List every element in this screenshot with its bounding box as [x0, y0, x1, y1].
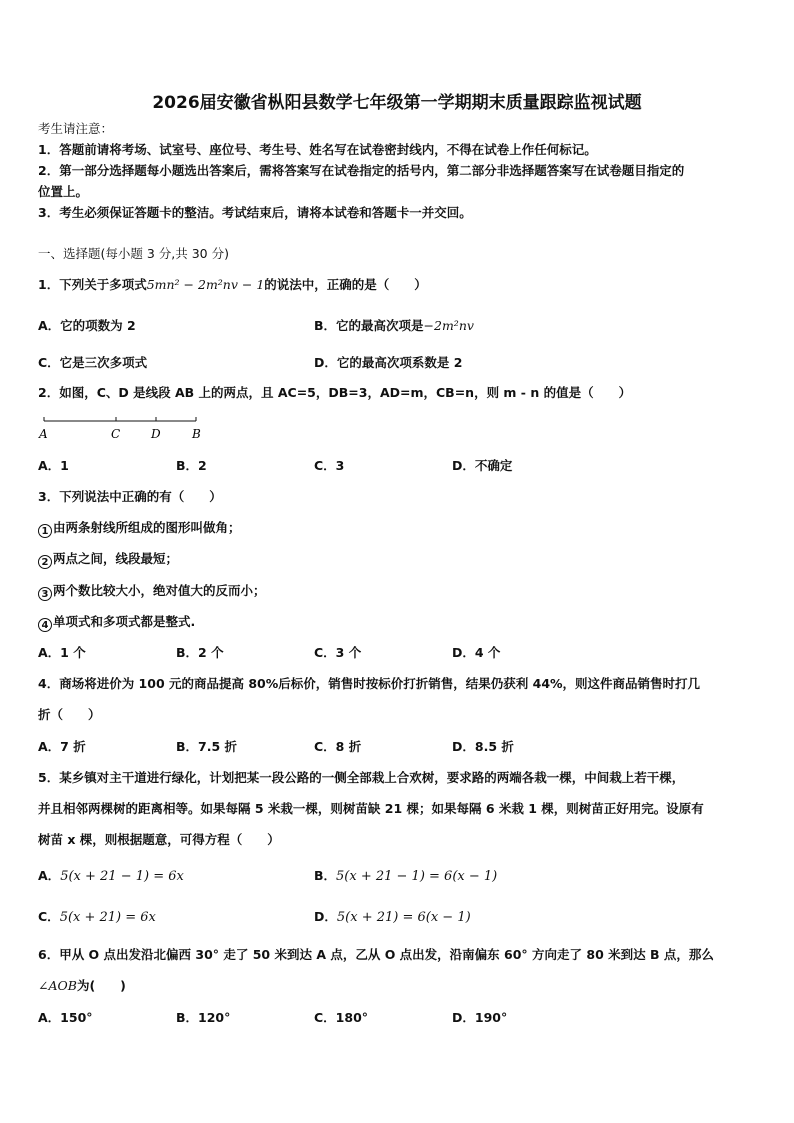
q1-option-c: C．它是三次多项式: [38, 355, 148, 370]
q2-option-a: A．1: [38, 458, 69, 473]
q1-expression: 5mn² − 2m²nv − 1: [146, 277, 265, 292]
q2-option-c: C．3: [314, 458, 345, 473]
q5-option-a-label: A．: [38, 868, 61, 883]
q5-option-b-equation: 5(x + 21 − 1) = 6(x − 1): [336, 869, 498, 884]
q1-option-a: A．它的项数为 2: [38, 318, 136, 333]
q1-option-b-text: B．它的最高次项是: [314, 318, 424, 333]
q5-option-c-equation: 5(x + 21) = 6x: [59, 910, 156, 925]
section-heading: 一、选择题(每小题 3 分,共 30 分): [38, 246, 229, 261]
q3-statement-1: [38, 520, 241, 538]
q4-option-a: A．7 折: [38, 739, 86, 754]
q6-option-b: B．120°: [176, 1010, 231, 1025]
q4-option-c: C．8 折: [314, 739, 362, 754]
q4-option-b: B．7.5 折: [176, 739, 238, 754]
q6-option-a: A．150°: [38, 1010, 93, 1025]
q3-statement-1-text: 由两条射线所组成的图形叫做角；: [53, 520, 241, 535]
notice-item-2-cont: 位置上。: [38, 184, 89, 199]
q5-option-b: [314, 868, 497, 885]
q5-option-c-label: C．: [38, 909, 60, 924]
q1-stem-post: 的说法中，正确的是（ ）: [264, 277, 427, 292]
q3-option-c: C．3 个: [314, 645, 362, 660]
q5-option-d: [314, 909, 471, 926]
q3-statement-3-text: 两个数比较大小，绝对值大的反而小；: [53, 583, 266, 598]
q6-stem-line-2-text: 为( ): [76, 978, 126, 993]
q4-option-d: D．8.5 折: [452, 739, 514, 754]
circled-number-1: 1: [38, 524, 52, 538]
q2-option-b: B．2: [176, 458, 207, 473]
q5-option-a: [38, 868, 184, 885]
q1-option-b: [314, 318, 474, 334]
notice-item-2: 2．第一部分选择题每小题选出答案后，需将答案写在试卷指定的括号内，第二部分非选择题答案写在试卷题目指定的: [38, 163, 685, 178]
q1-option-b-expr: −2m²nv: [423, 318, 474, 333]
q2-option-d: D．不确定: [452, 458, 513, 473]
point-label-a: A: [39, 427, 48, 441]
q6-option-d: D．190°: [452, 1010, 508, 1025]
q6-angle-expr: ∠AOB: [38, 978, 77, 993]
q5-option-b-label: B．: [314, 868, 337, 883]
q5-option-d-equation: 5(x + 21) = 6(x − 1): [336, 910, 471, 925]
q3-statement-3: [38, 583, 266, 601]
q6-stem-line-2: [38, 978, 126, 994]
q3-option-a: A．1 个: [38, 645, 86, 660]
circled-number-4: 4: [38, 618, 52, 632]
q3-stem: 3．下列说法中正确的有（ ）: [38, 489, 222, 504]
q3-option-d: D．4 个: [452, 645, 501, 660]
q1-stem: [38, 277, 427, 293]
q2-segment-diagram: [36, 412, 216, 444]
notice-item-1: 1．答题前请将考场、试室号、座位号、考生号、姓名写在试卷密封线内，不得在试卷上作任何标记。: [38, 142, 597, 157]
notice-item-3: 3．考生必须保证答题卡的整洁。考试结束后，请将本试卷和答题卡一并交回。: [38, 205, 472, 220]
point-label-c: C: [111, 427, 121, 441]
point-label-d: D: [151, 427, 161, 441]
q1-stem-pre: 1．下列关于多项式: [38, 277, 147, 292]
q2-stem: 2．如图，C、D 是线段 AB 上的两点，且 AC=5，DB=3，AD=m，CB=n，则 m - n 的值是（ ）: [38, 385, 632, 400]
q3-option-b: B．2 个: [176, 645, 224, 660]
q3-statement-4: [38, 614, 195, 632]
circled-number-2: 2: [38, 555, 52, 569]
q6-option-c: C．180°: [314, 1010, 369, 1025]
q3-statement-2-text: 两点之间，线段最短；: [53, 551, 179, 566]
q5-option-a-equation: 5(x + 21 − 1) = 6x: [60, 869, 184, 884]
point-label-b: B: [192, 427, 201, 441]
q5-option-d-label: D．: [314, 909, 337, 924]
circled-number-3: 3: [38, 587, 52, 601]
q3-statement-2: [38, 551, 178, 569]
q5-stem-line-3: 树苗 x 棵，则根据题意，可得方程（ ）: [38, 832, 280, 847]
q4-stem-line-1: 4．商场将进价为 100 元的商品提高 80%后标价，销售时按标价打折销售，结果仍获利 44%，则这件商品销售时打几: [38, 676, 701, 691]
q5-stem-line-2: 并且相邻两棵树的距离相等。如果每隔 5 米栽一棵，则树苗缺 21 棵；如果每隔 6 米栽 1 棵，则树苗正好用完。设原有: [38, 801, 704, 816]
q6-stem-line-1: 6．甲从 O 点出发沿北偏西 30° 走了 50 米到达 A 点，乙从 O 点出发，沿南偏东 60° 方向走了 80 米到达 B 点，那么: [38, 947, 714, 962]
page-title: 2026届安徽省枞阳县数学七年级第一学期期末质量跟踪监视试题: [152, 93, 642, 113]
q4-stem-line-2: 折（ ）: [38, 707, 101, 722]
q1-option-d: D．它的最高次项系数是 2: [314, 355, 463, 370]
q5-stem-line-1: 5．某乡镇对主干道进行绿化，计划把某一段公路的一侧全部栽上合欢树，要求路的两端各栽一棵，中间栽上若干棵，: [38, 770, 685, 785]
q3-statement-4-text: 单项式和多项式都是整式.: [53, 614, 196, 629]
q5-option-c: [38, 909, 156, 926]
notice-heading: 考生请注意：: [38, 121, 114, 136]
